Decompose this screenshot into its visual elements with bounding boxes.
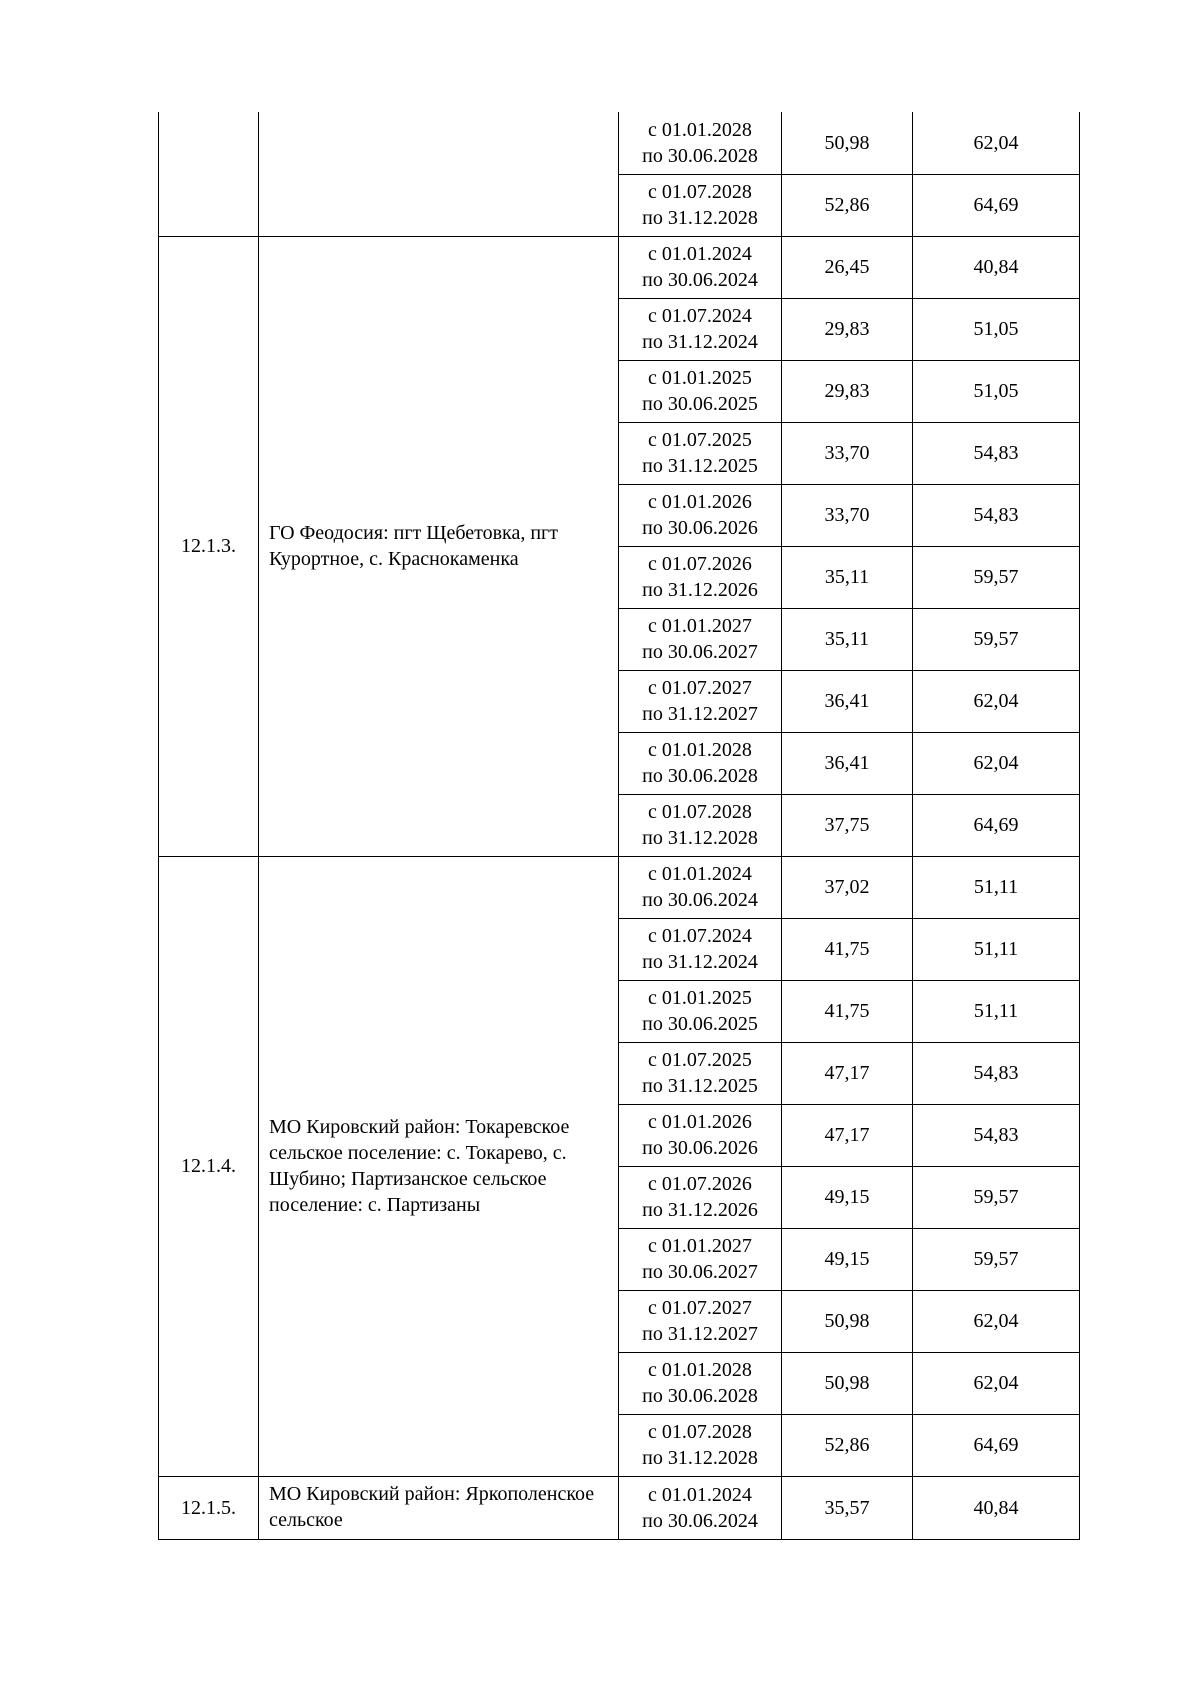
period-from: с 01.01.2027 <box>648 615 752 637</box>
tariff-value-1: 33,70 <box>782 484 913 546</box>
period-cell <box>619 980 782 1042</box>
period-to: по 30.06.2025 <box>642 393 758 415</box>
period-from: с 01.01.2024 <box>648 863 752 885</box>
table-row <box>159 856 1080 918</box>
tariff-value-1: 37,02 <box>782 856 913 918</box>
table-row <box>159 1476 1080 1539</box>
period-to: по 30.06.2024 <box>642 1509 758 1532</box>
period-from: с 01.01.2024 <box>648 243 752 265</box>
tariff-value-1: 50,98 <box>782 112 913 174</box>
period-cell <box>619 918 782 980</box>
tariff-value-1: 36,41 <box>782 670 913 732</box>
period-cell <box>619 1352 782 1414</box>
period-to: по 31.12.2024 <box>642 951 758 973</box>
period-cell <box>619 856 782 918</box>
period-to: по 31.12.2024 <box>642 331 758 353</box>
period-to: по 30.06.2027 <box>642 641 758 663</box>
period-from: с 01.01.2024 <box>648 1483 752 1506</box>
tariff-value-1: 49,15 <box>782 1228 913 1290</box>
tariff-value-1: 35,11 <box>782 608 913 670</box>
period-cell <box>619 670 782 732</box>
period-cell <box>619 422 782 484</box>
tariff-value-2: 54,83 <box>913 1104 1080 1166</box>
tariff-table-body <box>159 112 1080 1539</box>
period-from: с 01.07.2027 <box>648 1297 752 1319</box>
period-to: по 30.06.2026 <box>642 517 758 539</box>
tariff-value-2: 64,69 <box>913 794 1080 856</box>
tariff-value-1: 41,75 <box>782 980 913 1042</box>
period-to: по 31.12.2026 <box>642 579 758 601</box>
tariff-value-2: 51,05 <box>913 298 1080 360</box>
period-from: с 01.07.2028 <box>648 181 752 203</box>
tariff-value-2: 51,11 <box>913 856 1080 918</box>
period-from: с 01.01.2028 <box>648 1359 752 1381</box>
tariff-value-1: 29,83 <box>782 298 913 360</box>
period-from: с 01.01.2026 <box>648 491 752 513</box>
tariff-value-1: 50,98 <box>782 1290 913 1352</box>
section-code: 12.1.4. <box>159 856 259 1476</box>
period-to: по 31.12.2025 <box>642 1075 758 1097</box>
table-row <box>159 112 1080 174</box>
period-to: по 30.06.2028 <box>642 1385 758 1407</box>
section-code <box>159 112 259 236</box>
tariff-value-2: 54,83 <box>913 484 1080 546</box>
tariff-value-2: 59,57 <box>913 608 1080 670</box>
period-from: с 01.01.2028 <box>648 739 752 761</box>
tariff-value-2: 64,69 <box>913 1414 1080 1476</box>
tariff-value-1: 35,11 <box>782 546 913 608</box>
period-to: по 30.06.2025 <box>642 1013 758 1035</box>
period-from: с 01.07.2025 <box>648 1049 752 1071</box>
period-from: с 01.07.2025 <box>648 429 752 451</box>
period-from: с 01.07.2024 <box>648 305 752 327</box>
tariff-value-1: 26,45 <box>782 236 913 298</box>
tariff-value-1: 47,17 <box>782 1104 913 1166</box>
tariff-value-1: 47,17 <box>782 1042 913 1104</box>
period-from: с 01.07.2028 <box>648 801 752 823</box>
period-to: по 30.06.2028 <box>642 144 758 167</box>
tariff-value-2: 62,04 <box>913 1290 1080 1352</box>
tariff-value-2: 62,04 <box>913 1352 1080 1414</box>
period-from: с 01.01.2028 <box>648 118 752 141</box>
period-cell <box>619 236 782 298</box>
tariff-value-2: 51,11 <box>913 918 1080 980</box>
tariff-value-1: 41,75 <box>782 918 913 980</box>
period-cell <box>619 1104 782 1166</box>
tariff-value-1: 52,86 <box>782 174 913 236</box>
tariff-value-2: 64,69 <box>913 174 1080 236</box>
period-cell <box>619 1042 782 1104</box>
period-to: по 31.12.2025 <box>642 455 758 477</box>
period-cell <box>619 360 782 422</box>
tariff-value-2: 62,04 <box>913 670 1080 732</box>
period-cell <box>619 1476 782 1539</box>
period-to: по 30.06.2026 <box>642 1137 758 1159</box>
tariff-value-2: 59,57 <box>913 1228 1080 1290</box>
period-to: по 31.12.2028 <box>642 827 758 849</box>
period-cell <box>619 112 782 174</box>
period-from: с 01.07.2026 <box>648 553 752 575</box>
period-to: по 30.06.2027 <box>642 1261 758 1283</box>
period-to: по 30.06.2024 <box>642 889 758 911</box>
period-cell <box>619 1166 782 1228</box>
locality-name: МО Кировский район: Токаревское сельское поселение: с. Токарево, с. Шубино; Партизанское сельское поселение: с. Партизаны <box>259 856 619 1476</box>
period-to: по 31.12.2026 <box>642 1199 758 1221</box>
table-row <box>159 236 1080 298</box>
period-to: по 31.12.2028 <box>642 207 758 229</box>
period-cell <box>619 298 782 360</box>
period-cell <box>619 608 782 670</box>
tariff-value-2: 62,04 <box>913 732 1080 794</box>
tariff-value-2: 59,57 <box>913 1166 1080 1228</box>
tariff-value-2: 51,11 <box>913 980 1080 1042</box>
period-cell <box>619 1414 782 1476</box>
tariff-value-1: 36,41 <box>782 732 913 794</box>
period-to: по 31.12.2027 <box>642 703 758 725</box>
period-from: с 01.01.2025 <box>648 987 752 1009</box>
locality-name: МО Кировский район: Яркополенское сельское <box>259 1476 619 1539</box>
period-from: с 01.01.2026 <box>648 1111 752 1133</box>
period-cell <box>619 484 782 546</box>
tariff-value-2: 54,83 <box>913 1042 1080 1104</box>
period-from: с 01.07.2024 <box>648 925 752 947</box>
tariff-value-1: 29,83 <box>782 360 913 422</box>
tariff-value-2: 62,04 <box>913 112 1080 174</box>
period-cell <box>619 546 782 608</box>
locality-name <box>259 112 619 236</box>
tariff-value-2: 40,84 <box>913 236 1080 298</box>
tariff-value-1: 50,98 <box>782 1352 913 1414</box>
section-code: 12.1.5. <box>159 1476 259 1539</box>
tariff-value-2: 59,57 <box>913 546 1080 608</box>
tariff-value-2: 54,83 <box>913 422 1080 484</box>
period-cell <box>619 794 782 856</box>
period-from: с 01.01.2025 <box>648 367 752 389</box>
period-to: по 30.06.2028 <box>642 765 758 787</box>
tariff-value-1: 52,86 <box>782 1414 913 1476</box>
period-from: с 01.01.2027 <box>648 1235 752 1257</box>
tariff-value-1: 33,70 <box>782 422 913 484</box>
section-code: 12.1.3. <box>159 236 259 856</box>
period-cell <box>619 732 782 794</box>
period-to: по 30.06.2024 <box>642 269 758 291</box>
period-cell <box>619 174 782 236</box>
tariff-value-1: 49,15 <box>782 1166 913 1228</box>
tariff-value-1: 35,57 <box>782 1476 913 1539</box>
tariff-value-2: 40,84 <box>913 1476 1080 1539</box>
period-to: по 31.12.2028 <box>642 1447 758 1469</box>
tariff-value-1: 37,75 <box>782 794 913 856</box>
tariff-table <box>158 112 1080 1540</box>
period-from: с 01.07.2027 <box>648 677 752 699</box>
period-from: с 01.07.2026 <box>648 1173 752 1195</box>
locality-name: ГО Феодосия: пгт Щебетовка, пгт Курортное, с. Краснокаменка <box>259 236 619 856</box>
period-cell <box>619 1290 782 1352</box>
period-to: по 31.12.2027 <box>642 1323 758 1345</box>
period-cell <box>619 1228 782 1290</box>
period-from: с 01.07.2028 <box>648 1421 752 1443</box>
tariff-value-2: 51,05 <box>913 360 1080 422</box>
